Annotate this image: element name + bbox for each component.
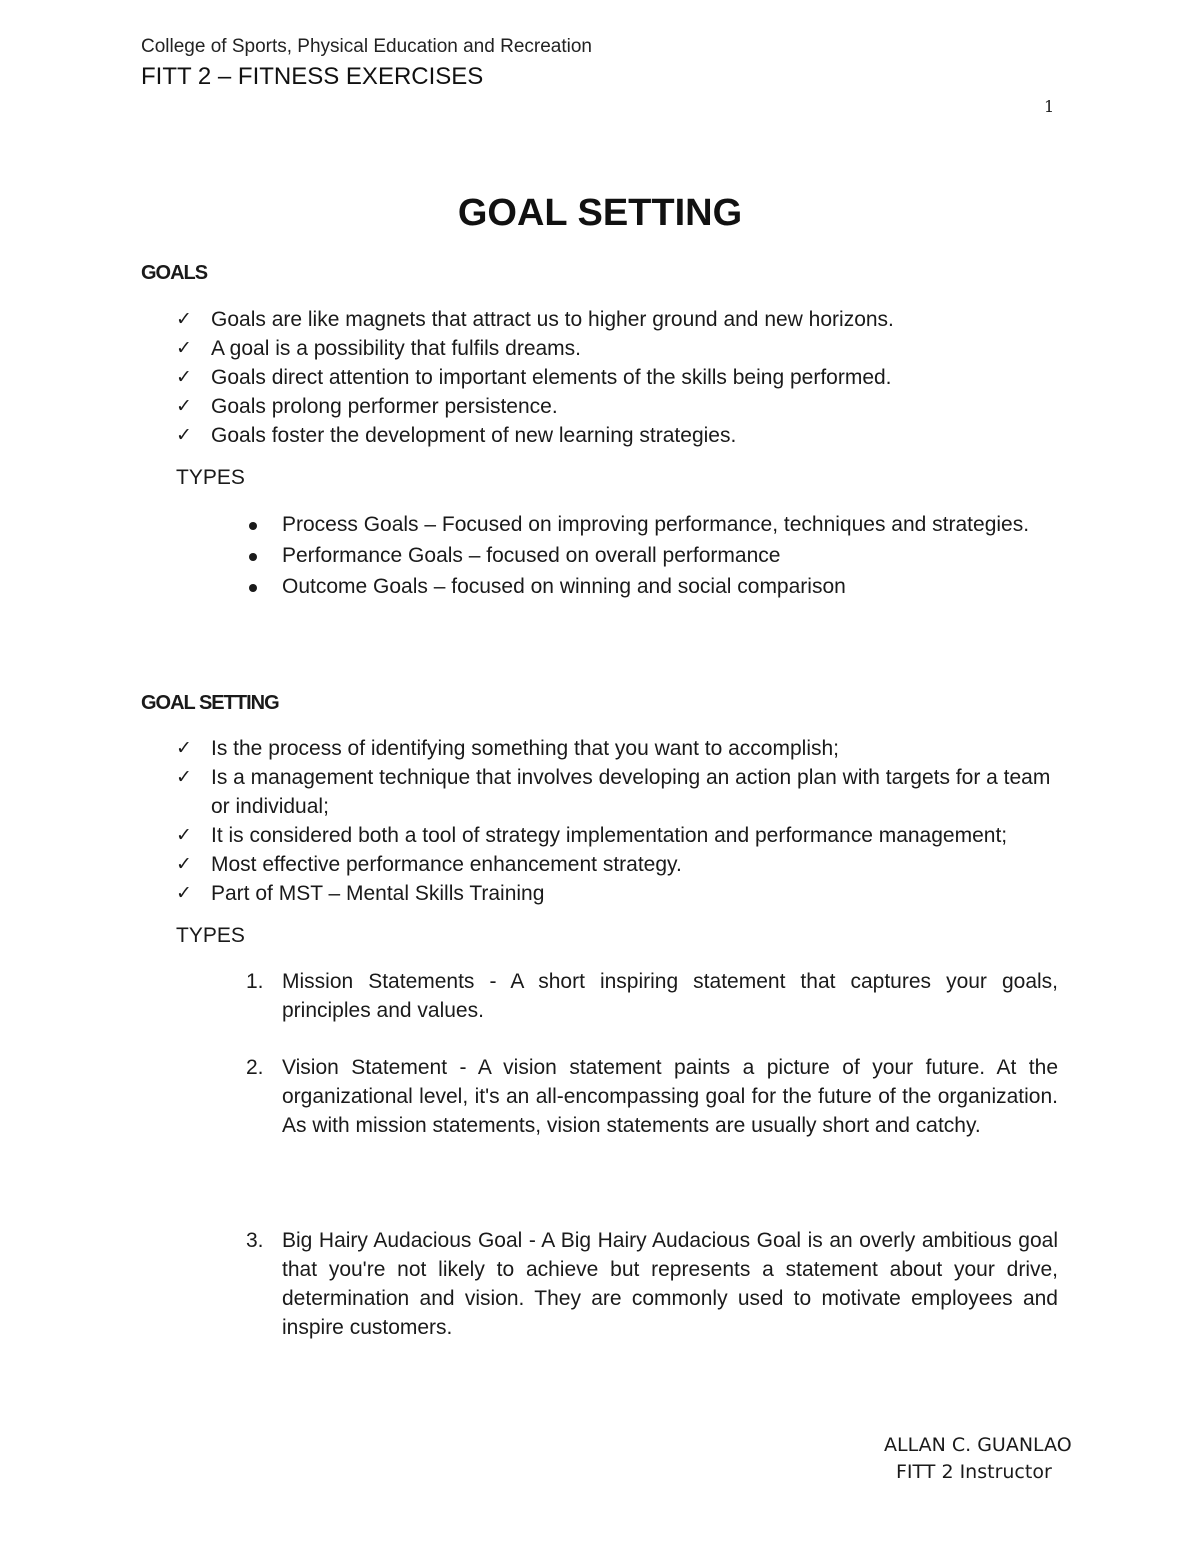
checkmark-icon: ✓ [176, 824, 192, 846]
list-item-text: Vision Statement - A vision statement paints a picture of your future. At the organizational level, it's an all-encompassing goal for the future of the organization. As with mission statements, vision statements are usually short and catchy. [282, 1056, 1058, 1137]
list-item-text: Most effective performance enhancement strategy. [211, 853, 682, 876]
list-item [176, 734, 1066, 763]
page-number: 1 [1044, 97, 1055, 116]
list-item [246, 1053, 1058, 1140]
list-item [176, 821, 1066, 850]
goal-setting-types-list-2 [246, 1053, 1058, 1140]
list-item [176, 334, 1066, 363]
checkmark-icon: ✓ [176, 424, 192, 446]
bullet-icon [249, 522, 257, 530]
instructor-name: ALLAN C. GUANLAO [884, 1434, 1072, 1456]
list-item [246, 572, 1058, 601]
list-item-number: 3. [246, 1229, 264, 1252]
list-item [176, 421, 1066, 450]
list-item [246, 967, 1058, 1025]
checkmark-icon: ✓ [176, 366, 192, 388]
list-item-text: Big Hairy Audacious Goal - A Big Hairy Audacious Goal is an overly ambitious goal that you're not likely to achieve but represents a statement about your drive, determination and vision. They are commonly used to motivate employees and inspire customers. [282, 1229, 1058, 1339]
goal-setting-list [176, 734, 1066, 908]
list-item-text: Process Goals – Focused on improving performance, techniques and strategies. [282, 513, 1030, 536]
list-item [246, 541, 1058, 570]
list-item-text: Goals prolong performer persistence. [211, 395, 558, 418]
list-item-text: Is a management technique that involves developing an action plan with targets for a team or individual; [211, 766, 1051, 818]
list-item [176, 363, 1066, 392]
list-item-text: Performance Goals – focused on overall performance [282, 544, 781, 567]
goal-setting-heading: GOAL SETTING [141, 692, 279, 714]
list-item [176, 305, 1066, 334]
list-item-text: Is the process of identifying something that you want to accomplish; [211, 737, 840, 760]
checkmark-icon: ✓ [176, 308, 192, 330]
list-item-text: Goals direct attention to important elements of the skills being performed. [211, 366, 892, 389]
goal-types-list [246, 510, 1058, 603]
list-item [176, 392, 1066, 421]
goal-setting-types-list-3 [246, 1226, 1058, 1342]
list-item-text: It is considered both a tool of strategy implementation and performance management; [211, 824, 1008, 847]
checkmark-icon: ✓ [176, 737, 192, 759]
goal-setting-types-label: TYPES [176, 924, 245, 947]
checkmark-icon: ✓ [176, 853, 192, 875]
goals-types-label: TYPES [176, 466, 245, 489]
list-item [246, 510, 1058, 539]
list-item-text: Outcome Goals – focused on winning and social comparison [282, 575, 846, 598]
checkmark-icon: ✓ [176, 395, 192, 417]
header-college: College of Sports, Physical Education and Recreation [141, 36, 592, 57]
goal-setting-types-list-1 [246, 967, 1058, 1025]
list-item-text: A goal is a possibility that fulfils dreams. [211, 337, 582, 360]
list-item-number: 2. [246, 1056, 264, 1079]
list-item-text: Mission Statements - A short inspiring statement that captures your goals, principles and values. [282, 970, 1058, 1022]
goals-heading: GOALS [141, 262, 208, 284]
page-title: GOAL SETTING [457, 192, 743, 234]
list-item-text: Part of MST – Mental Skills Training [211, 882, 545, 905]
header-course: FITT 2 – FITNESS EXERCISES [141, 63, 484, 90]
instructor-role: FITT 2 Instructor [896, 1461, 1052, 1483]
checkmark-icon: ✓ [176, 766, 192, 788]
bullet-icon [249, 553, 257, 561]
list-item-text: Goals foster the development of new learning strategies. [211, 424, 737, 447]
list-item [176, 879, 1066, 908]
goals-list [176, 305, 1066, 450]
list-item-text: Goals are like magnets that attract us to higher ground and new horizons. [211, 308, 894, 331]
checkmark-icon: ✓ [176, 337, 192, 359]
list-item-number: 1. [246, 970, 264, 993]
list-item [176, 850, 1066, 879]
bullet-icon [249, 584, 257, 592]
checkmark-icon: ✓ [176, 882, 192, 904]
list-item [246, 1226, 1058, 1342]
list-item [176, 763, 1066, 821]
